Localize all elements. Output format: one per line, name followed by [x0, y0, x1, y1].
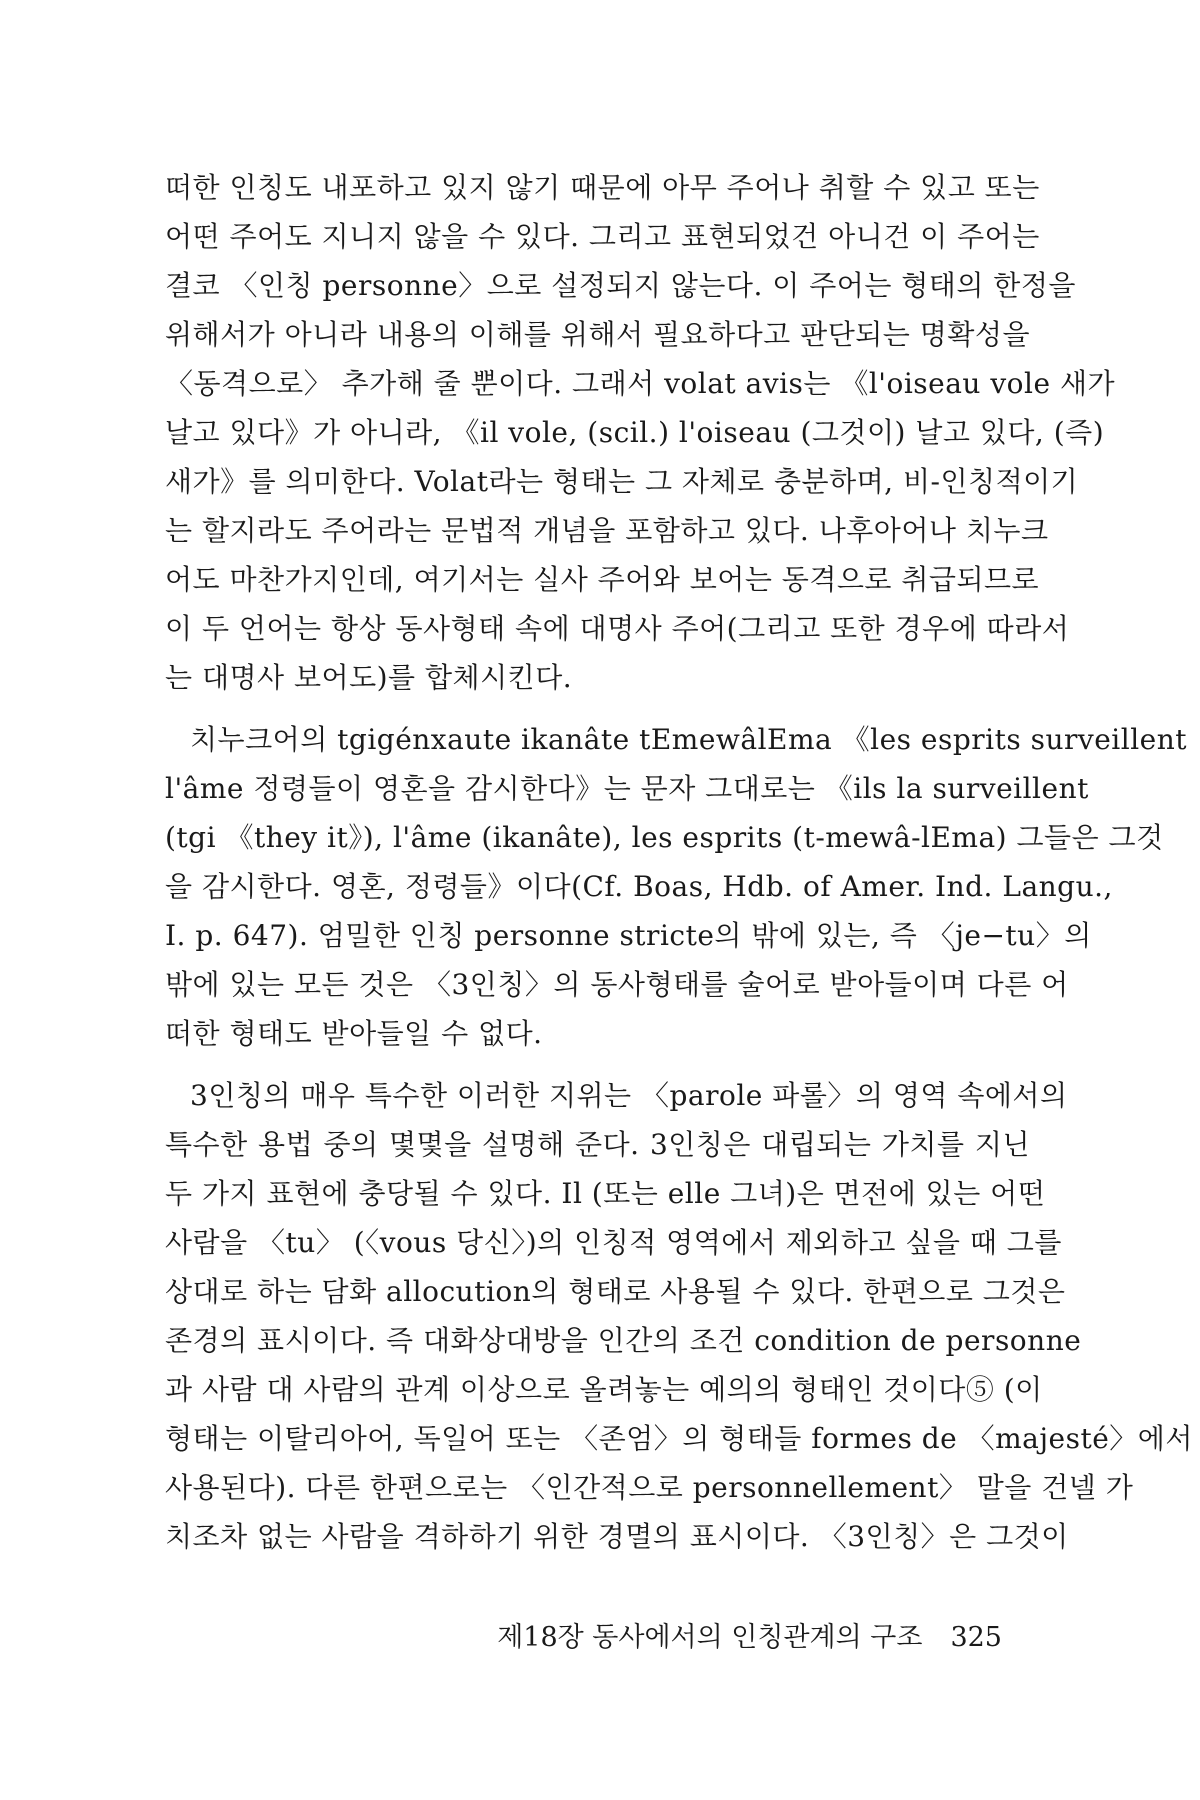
text-line: 위해서가 아니라 내용의 이해를 위해서 필요하다고 판단되는 명확성을	[165, 318, 1030, 351]
text-line: 3인칭의 매우 특수한 이러한 지위는 〈parole 파롤〉의 영역 속에서의	[190, 1079, 1068, 1112]
text-line: 형태는 이탈리아어, 독일어 또는 〈존엄〉의 형태들 formes de 〈majesté〉에서	[165, 1422, 1193, 1455]
text-line: 특수한 용법 중의 몇몇을 설명해 준다. 3인칭은 대립되는 가치를 지닌	[165, 1128, 1030, 1161]
text-line: 날고 있다》가 아니라, 《il vole, (scil.) l'oiseau (그것이) 날고 있다, (즉)	[165, 416, 1105, 449]
text-line: 이 두 언어는 항상 동사형태 속에 대명사 주어(그리고 또한 경우에 따라서	[165, 612, 1070, 645]
running-footer	[497, 1618, 1002, 1658]
text-line: 두 가지 표현에 충당될 수 있다. Il (또는 elle 그녀)은 면전에 있는 어떤	[165, 1177, 1046, 1210]
chapter-title: 제18장 동사에서의 인칭관계의 구조	[497, 1622, 923, 1653]
text-line: (tgi 《they it》), l'âme (ikanâte), les esprits (t-mewâ-lEma) 그들은 그것	[165, 821, 1164, 854]
text-line: 상대로 하는 담화 allocution의 형태로 사용될 수 있다. 한편으로 그것은	[165, 1275, 1066, 1308]
text-line: 떠한 형태도 받아들일 수 없다.	[165, 1017, 543, 1050]
text-line: 어떤 주어도 지니지 않을 수 있다. 그리고 표현되었건 아니건 이 주어는	[165, 220, 1040, 253]
text-line: l'âme 정령들이 영혼을 감시한다》는 문자 그대로는 《ils la surveillent	[165, 772, 1089, 805]
text-line: 〈동격으로〉 추가해 줄 뿐이다. 그래서 volat avis는 《l'oiseau vole 새가	[165, 367, 1116, 400]
text-line: 과 사람 대 사람의 관계 이상으로 올려놓는 예의의 형태인 것이다⑤ (이	[165, 1373, 1043, 1406]
text-line: 결코 〈인칭 personne〉으로 설정되지 않는다. 이 주어는 형태의 한정을	[165, 269, 1076, 302]
text-line: 을 감시한다. 영혼, 정령들》이다(Cf. Boas, Hdb. of Amer. Ind. Langu.,	[165, 870, 1113, 903]
text-line: 사용된다). 다른 한편으로는 〈인간적으로 personnellement〉 말을 건넬 가	[165, 1471, 1134, 1504]
text-line: 떠한 인칭도 내포하고 있지 않기 때문에 아무 주어나 취할 수 있고 또는	[165, 171, 1040, 204]
text-line: 는 대명사 보어도)를 합체시킨다.	[165, 661, 573, 694]
page-number: 325	[950, 1622, 1002, 1653]
text-line: I. p. 647). 엄밀한 인칭 personne stricte의 밖에 있는, 즉 〈je−tu〉의	[165, 919, 1092, 952]
text-line: 밖에 있는 모든 것은 〈3인칭〉의 동사형태를 술어로 받아들이며 다른 어	[165, 968, 1069, 1001]
text-line: 사람을 〈tu〉 (〈vous 당신〉)의 인칭적 영역에서 제외하고 싶을 때 그를	[165, 1226, 1062, 1259]
text-line: 는 할지라도 주어라는 문법적 개념을 포함하고 있다. 나후아어나 치누크	[165, 514, 1049, 547]
text-line: 존경의 표시이다. 즉 대화상대방을 인간의 조건 condition de personne	[165, 1324, 1082, 1357]
text-line: 치누크어의 tgigénxaute ikanâte tEmewâlEma 《les esprits surveillent	[190, 723, 1188, 756]
text-line: 새가》를 의미한다. Volat라는 형태는 그 자체로 충분하며, 비-인칭적이기	[165, 465, 1079, 498]
text-line: 치조차 없는 사람을 격하하기 위한 경멸의 표시이다. 〈3인칭〉은 그것이	[165, 1520, 1069, 1553]
text-line: 어도 마찬가지인데, 여기서는 실사 주어와 보어는 동격으로 취급되므로	[165, 563, 1040, 596]
